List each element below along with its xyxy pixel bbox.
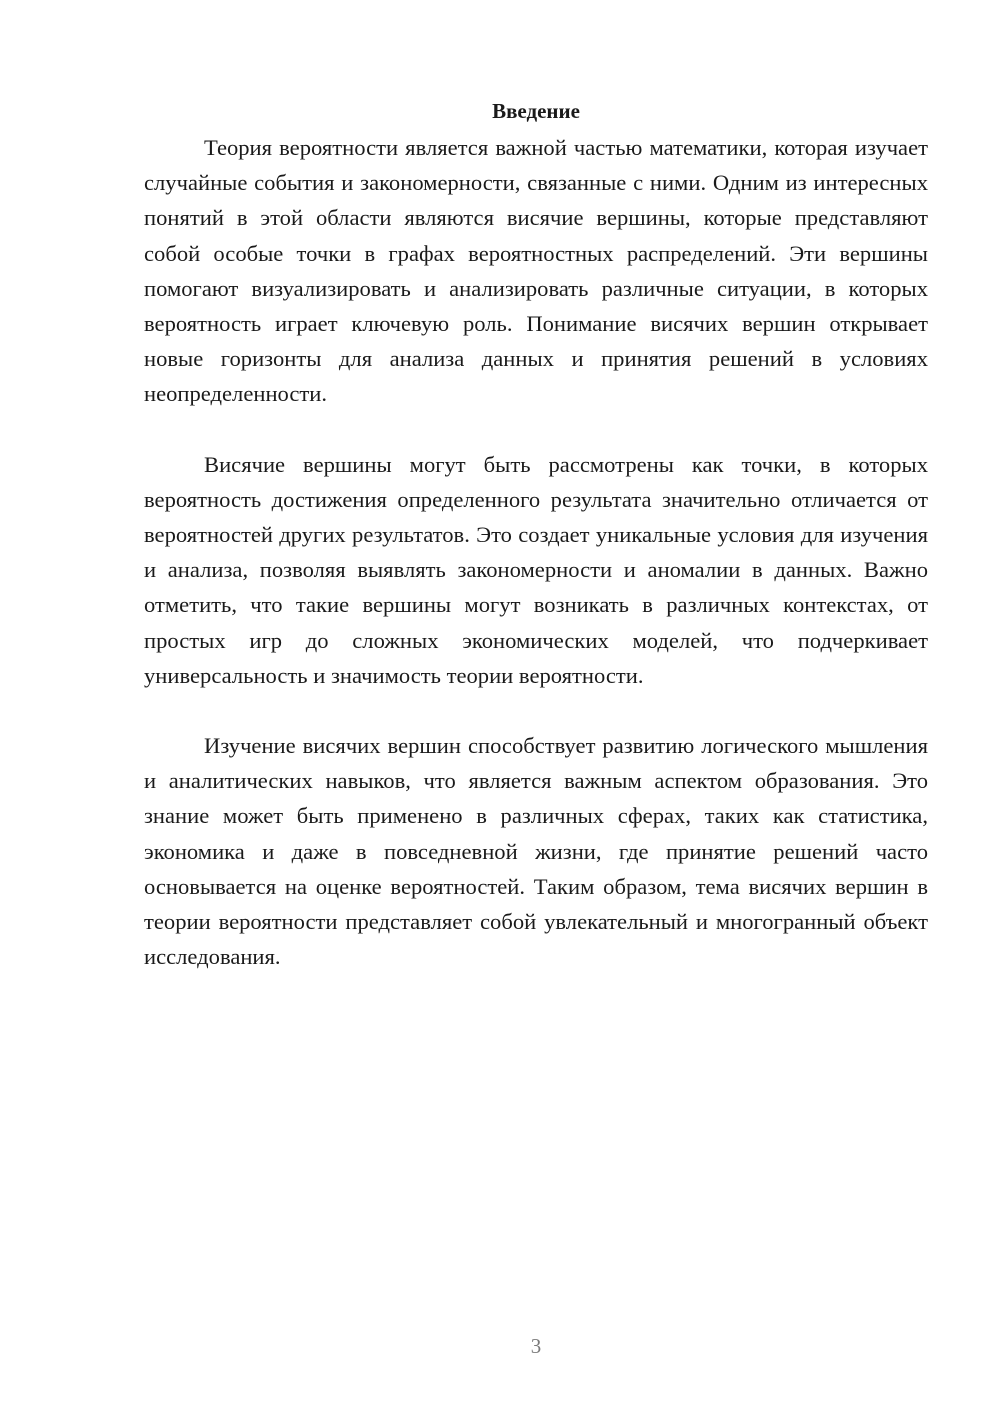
page-content	[144, 92, 928, 974]
page-number: 3	[530, 1334, 542, 1358]
paragraph-2: Висячие вершины могут быть рассмотрены как точки, в которых вероятность достижения определенного результата значительно отличается от вероятностей других результатов. Это создает уникальные условия для изучения и анализа, позволяя выявлять закономерности и аномалии в данных. Важно отметить, что такие вершины могут возникать в различных контекстах, от простых игр до сложных экономических моделей, что подчеркивает универсальность и значимость теории вероятности.	[144, 451, 928, 688]
paragraph-1: Теория вероятности является важной частью математики, которая изучает случайные события и закономерности, связанные с ними. Одним из интересных понятий в этой области являются висячие вершины, которые представляют собой особые точки в графах вероятностных распределений. Эти вершины помогают визуализировать и анализировать различные ситуации, в которых вероятность играет ключевую роль. Понимание висячих вершин открывает новые горизонты для анализа данных и принятия решений в условиях неопределенности.	[144, 135, 928, 407]
section-title: Введение	[492, 99, 580, 123]
paragraph-3: Изучение висячих вершин способствует развитию логического мышления и аналитических навыков, что является важным аспектом образования. Это знание может быть применено в различных сферах, таких как статистика, экономика и даже в повседневной жизни, где принятие решений часто основывается на оценке вероятностей. Таким образом, тема висячих вершин в теории вероятности представляет собой увлекательный и многогранный объект исследования.	[144, 733, 928, 970]
